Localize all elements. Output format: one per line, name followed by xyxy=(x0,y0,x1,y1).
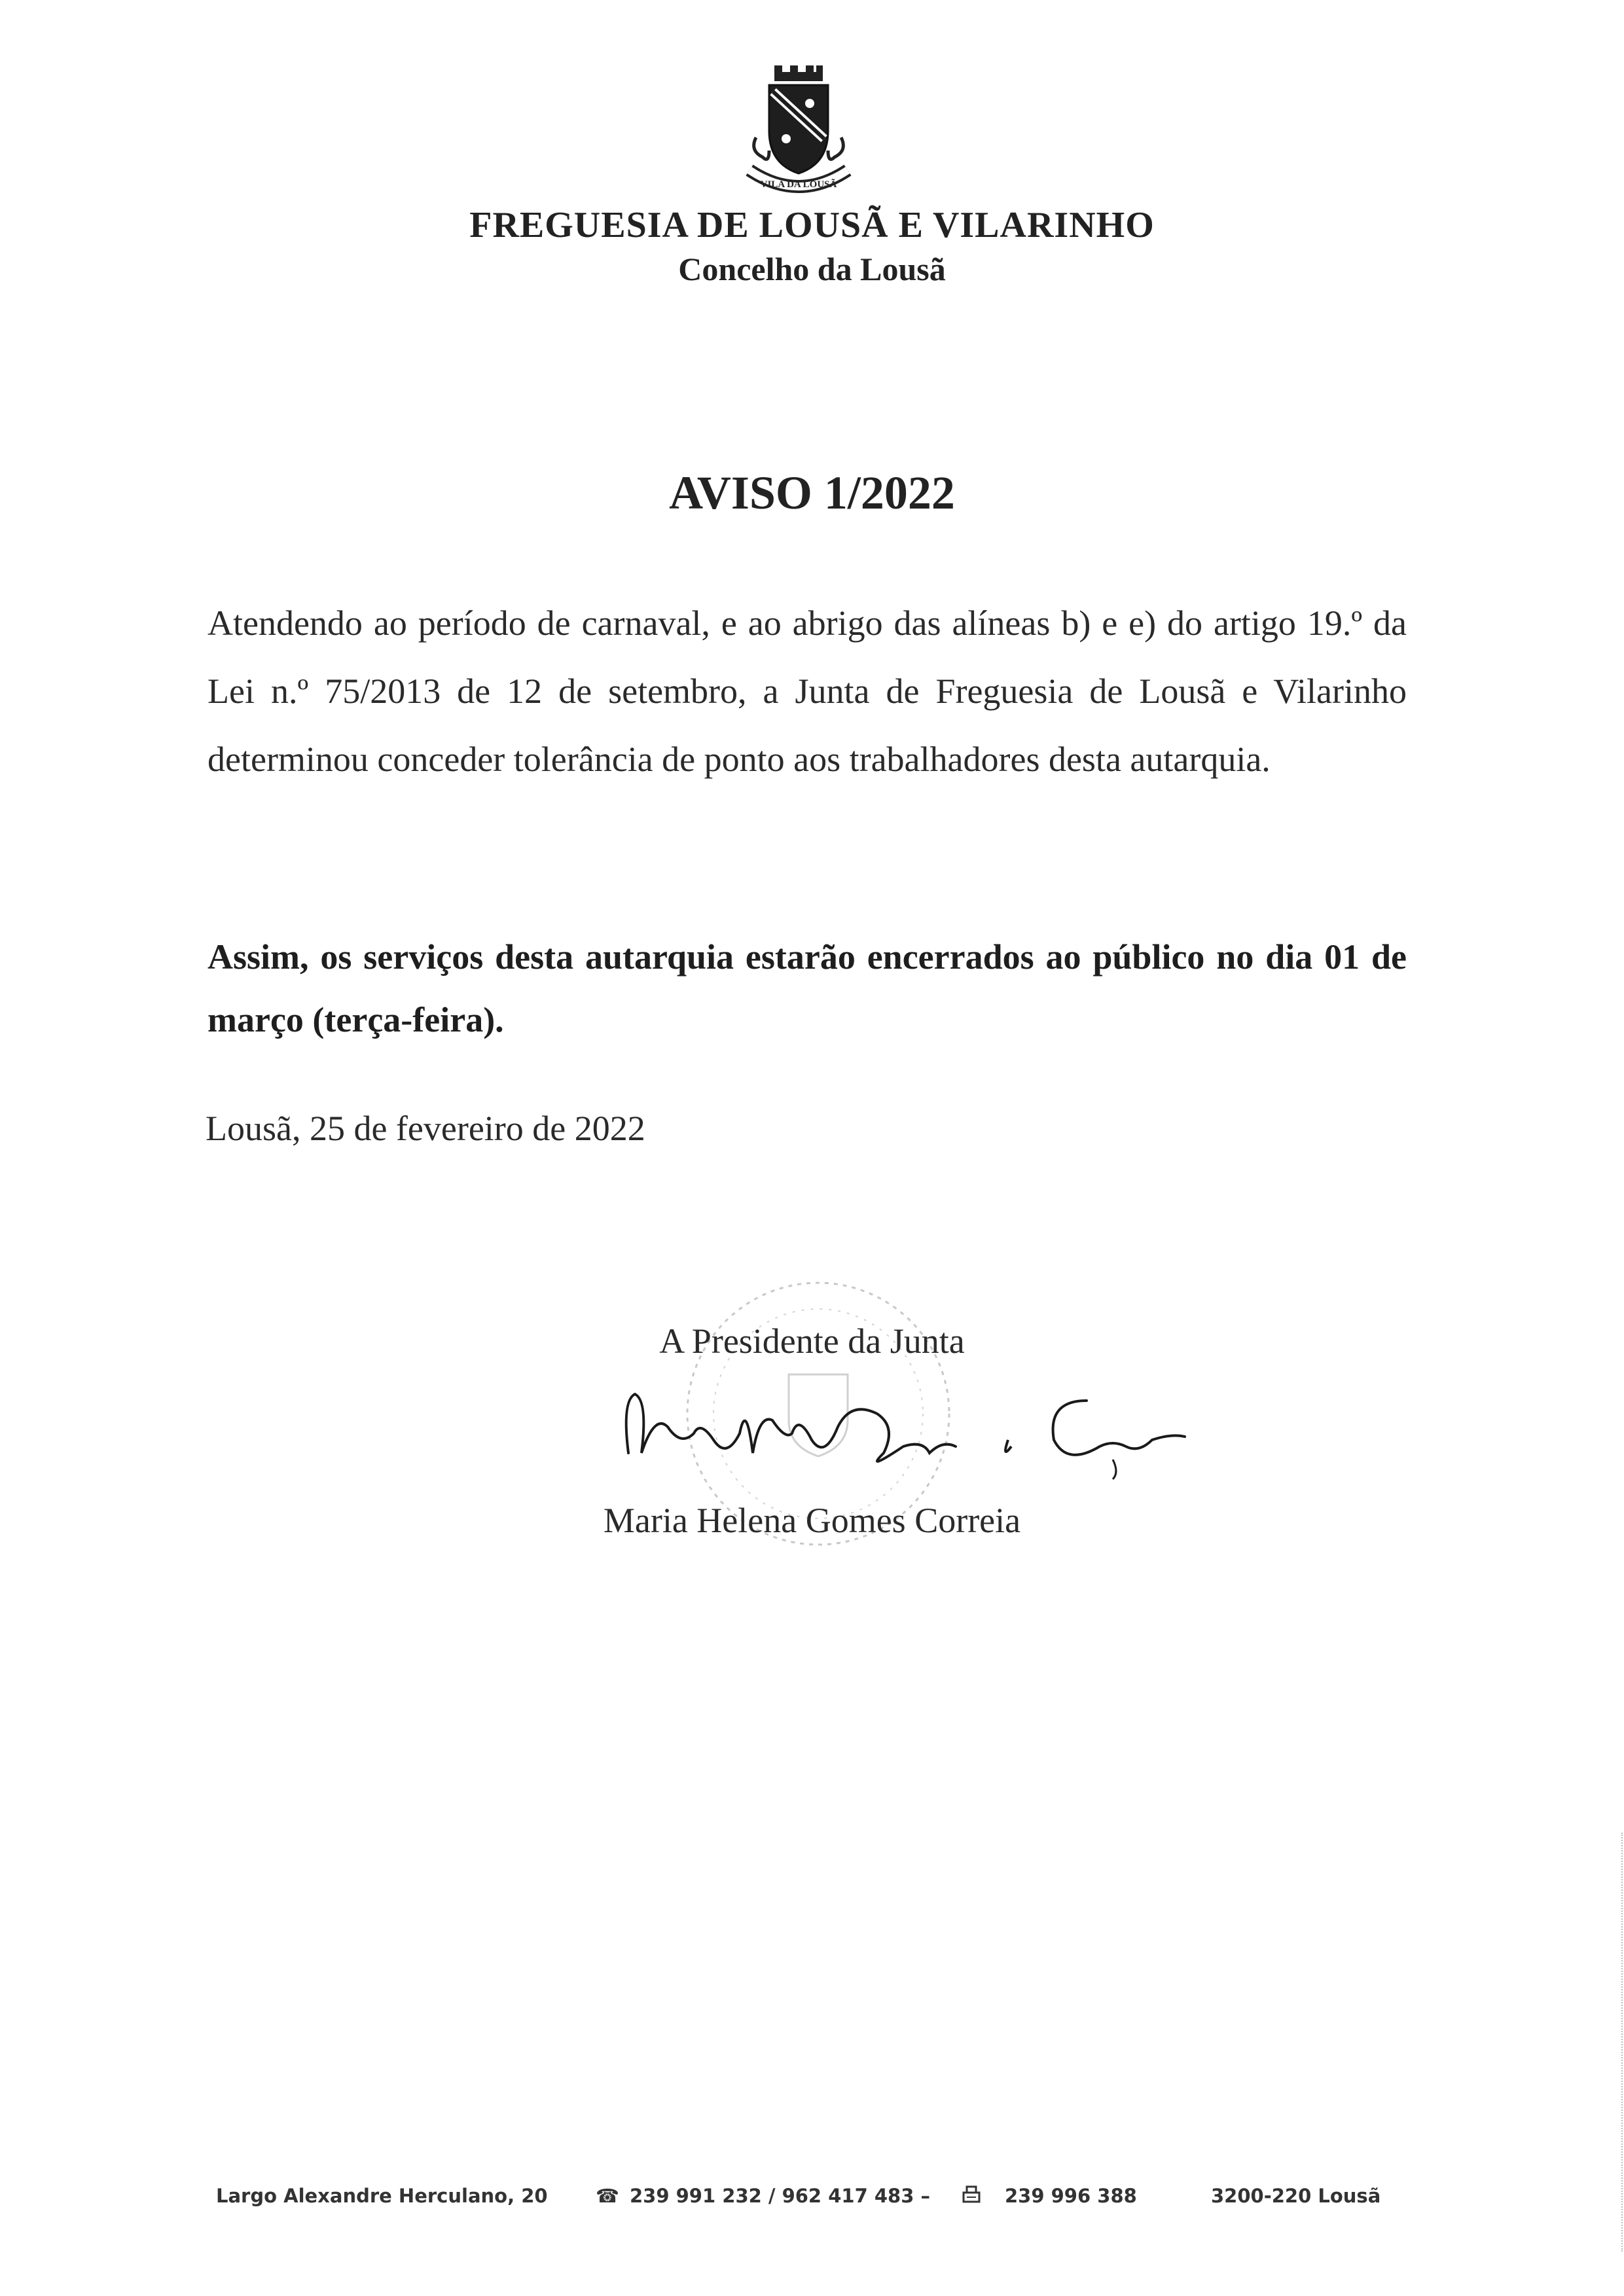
footer-postal-code: 3200-220 Lousã xyxy=(1211,2185,1381,2207)
handwritten-signature xyxy=(615,1374,1191,1499)
place-and-date: Lousã, 25 de fevereiro de 2022 xyxy=(206,1109,645,1148)
notice-body: Atendendo ao período de carnaval, e ao abrigo das alíneas b) e e) do artigo 19.º da Lei n.º 75/2013 de 12 de setembro, a Junta de Freguesia de Lousã e Vilarinho determinou conceder tolerância de ponto aos trabalhadores desta autarquia. xyxy=(208,603,1407,779)
fax-icon xyxy=(961,2185,982,2209)
footer-fax: 239 996 388 xyxy=(1005,2185,1137,2207)
signatory-name: Maria Helena Gomes Correia xyxy=(603,1501,1021,1540)
notice-title: AVISO 1/2022 xyxy=(669,467,955,519)
footer xyxy=(0,2185,1624,2217)
municipality-name: Concelho da Lousã xyxy=(678,251,946,287)
footer-phones: 239 991 232 / 962 417 483 – xyxy=(630,2185,930,2207)
fax-icon-svg xyxy=(961,2185,982,2204)
signatory-role: A Presidente da Junta xyxy=(659,1321,965,1361)
coat-of-arms-icon xyxy=(730,65,867,196)
notice-closure-statement: Assim, os serviços desta autarquia estarão encerrados ao público no dia 01 de março (terça-feira). xyxy=(208,937,1407,1039)
crest-ribbon-text: VILA DA LOUSÃ xyxy=(760,179,837,190)
footer-address: Largo Alexandre Herculano, 20 xyxy=(216,2185,548,2207)
organization-name: FREGUESIA DE LOUSÃ E VILARINHO xyxy=(469,205,1155,245)
telephone-icon: ☎ xyxy=(596,2185,620,2207)
scan-edge-mark xyxy=(1620,1833,1623,2251)
